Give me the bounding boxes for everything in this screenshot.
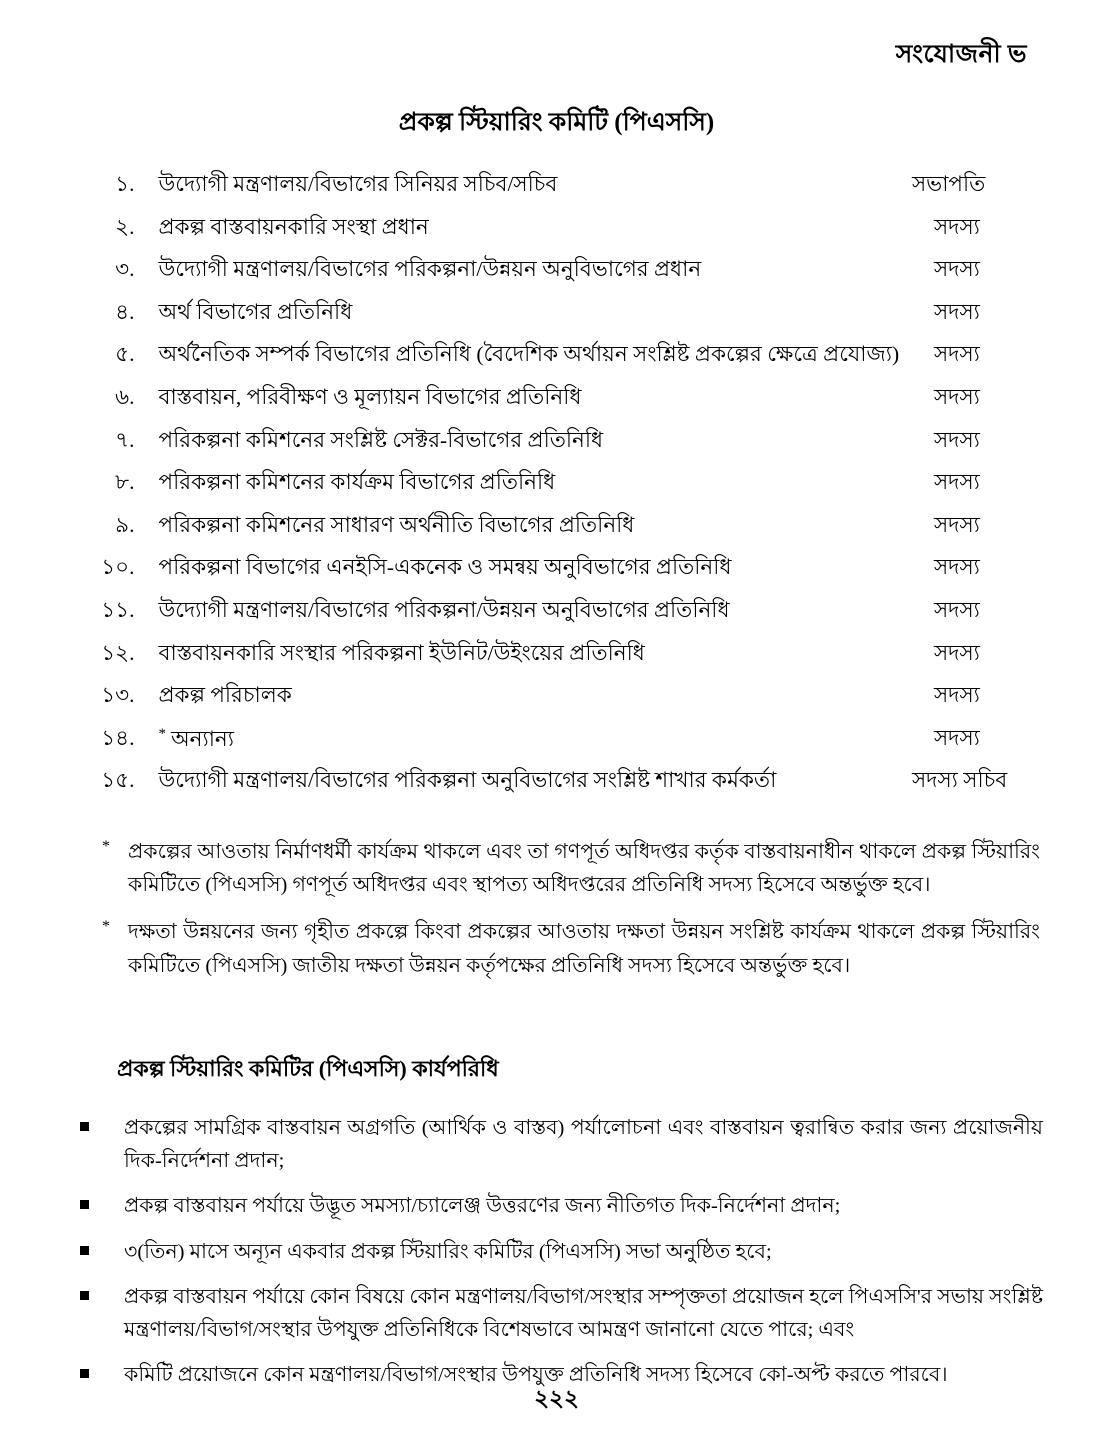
- table-row: [84, 726, 1039, 769]
- list-item-text: ৩(তিন) মাসে অন্যূন একবার প্রকল্প স্টিয়ারিং কমিটির (পিএসসি) সভা অনুষ্ঠিত হবে;: [124, 1240, 772, 1263]
- member-number: ১২.: [101, 640, 135, 665]
- footnote-text: প্রকল্পের আওতায় নির্মাণধর্মী কার্যক্রম থাকলে এবং তা গণপূর্ত অধিদপ্তর কর্তৃক বাস্তবায়নাধীন থাকলে প্রকল্প স্টিয়ারিং কমিটিতে (পিএসসি) গণপূর্ত অধিদপ্তর এবং স্থাপত্য অধিদপ্তরের প্রতিনিধি সদস্য হিসেবে অন্তর্ভুক্ত হবে।: [128, 841, 1040, 897]
- member-role: সদস্য: [933, 427, 980, 452]
- list-item: [78, 1190, 1043, 1223]
- member-number: ৩.: [115, 257, 135, 282]
- tor-heading: প্রকল্প স্টিয়ারিং কমিটির (পিএসসি) কার্যপরিধি: [117, 1056, 499, 1081]
- member-number: ১৪.: [101, 725, 135, 750]
- table-row: [84, 300, 1039, 343]
- list-item-text: প্রকল্প বাস্তবায়ন পর্যায়ে কোন বিষয়ে কোন মন্ত্রণালয়/বিভাগ/সংস্থার সম্পৃক্ততা প্রয়োজন হলে পিএসসি'র সভায় সংশ্লিষ্ট মন্ত্রণালয়/বিভাগ/সংস্থার উপযুক্ত প্রতিনিধিকে বিশেষভাবে আমন্ত্রণ জানানো যেতে পারে; এবং: [124, 1285, 1043, 1342]
- table-row: [84, 470, 1039, 513]
- member-designation: উদ্যোগী মন্ত্রণালয়/বিভাগের পরিকল্পনা অনুবিভাগের সংশ্লিষ্ট শাখার কর্মকর্তা: [158, 768, 777, 793]
- member-number: ৬.: [115, 384, 135, 409]
- member-designation: বাস্তবায়নকারি সংস্থার পরিকল্পনা ইউনিট/উইংয়ের প্রতিনিধি: [158, 640, 645, 665]
- table-row: [84, 555, 1039, 598]
- member-role: সদস্য: [933, 555, 980, 580]
- member-role: সদস্য: [933, 597, 980, 622]
- table-row: [84, 768, 1039, 811]
- member-number: ৮.: [115, 470, 135, 495]
- member-role: সদস্য: [933, 640, 980, 665]
- member-designation: অর্থ বিভাগের প্রতিনিধি: [158, 299, 353, 324]
- member-number: ২.: [115, 214, 135, 239]
- page-number: ২২২: [534, 1386, 579, 1411]
- member-designation: বাস্তবায়ন, পরিবীক্ষণ ও মূল্যায়ন বিভাগের প্রতিনিধি: [158, 384, 582, 409]
- member-designation: পরিকল্পনা কমিশনের সংশ্লিষ্ট সেক্টর-বিভাগের প্রতিনিধি: [158, 427, 604, 452]
- asterisk-icon: *: [102, 918, 110, 936]
- member-number: ৫.: [115, 342, 135, 367]
- list-item-text: প্রকল্প বাস্তবায়ন পর্যায়ে উদ্ভূত সমস্যা/চ্যালেঞ্জ উত্তরণের জন্য নীতিগত দিক-নির্দেশনা প্রদান;: [124, 1195, 841, 1218]
- square-bullet-icon: [80, 1369, 89, 1378]
- list-item-text: প্রকল্পের সামগ্রিক বাস্তবায়ন অগ্রগতি (আর্থিক ও বাস্তব) পর্যালোচনা এবং বাস্তবায়ন ত্বরান্বিত করার জন্য প্রয়োজনীয় দিক-নির্দেশনা প্রদান;: [124, 1117, 1043, 1173]
- table-row: [84, 385, 1039, 428]
- table-row: [84, 172, 1039, 215]
- member-designation: প্রকল্প বাস্তবায়নকারি সংস্থা প্রধান: [158, 214, 429, 239]
- member-number: ১০.: [101, 555, 135, 580]
- member-designation: উদ্যোগী মন্ত্রণালয়/বিভাগের পরিকল্পনা/উন্নয়ন অনুবিভাগের প্রধান: [158, 257, 702, 282]
- square-bullet-icon: [80, 1246, 89, 1255]
- square-bullet-icon: [80, 1291, 89, 1300]
- table-row: [84, 428, 1039, 471]
- member-designation: উদ্যোগী মন্ত্রণালয়/বিভাগের সিনিয়র সচিব/সচিব: [158, 172, 558, 196]
- member-role: সদস্য: [933, 299, 980, 324]
- list-item: [78, 1236, 1043, 1269]
- member-designation: পরিকল্পনা কমিশনের সাধারণ অর্থনীতি বিভাগের প্রতিনিধি: [158, 512, 635, 537]
- list-item-text: কমিটি প্রয়োজনে কোন মন্ত্রণালয়/বিভাগ/সংস্থার উপযুক্ত প্রতিনিধি সদস্য হিসেবে কো-অপ্ট করতে পারবে।: [124, 1364, 948, 1387]
- table-row: [84, 257, 1039, 300]
- member-number: ৭.: [115, 427, 135, 452]
- member-role: সদস্য: [933, 725, 980, 750]
- member-designation: অর্থনৈতিক সম্পর্ক বিভাগের প্রতিনিধি (বৈদেশিক অর্থায়ন সংশ্লিষ্ট প্রকল্পের ক্ষেত্রে প্রযোজ্য): [158, 342, 900, 367]
- table-row: [84, 598, 1039, 641]
- member-designation: উদ্যোগী মন্ত্রণালয়/বিভাগের পরিকল্পনা/উন্নয়ন অনুবিভাগের প্রতিনিধি: [158, 597, 730, 622]
- member-number: ১.: [115, 172, 135, 196]
- table-row: [84, 513, 1039, 556]
- table-row: [84, 641, 1039, 684]
- member-number: ৪.: [115, 299, 135, 324]
- footnote: [100, 916, 1040, 982]
- psc-member-table: [84, 172, 1039, 811]
- footnote: [100, 836, 1040, 902]
- member-number: ১৩.: [101, 683, 135, 708]
- member-table-body: [84, 172, 1039, 811]
- member-designation-text: অন্যান্য: [171, 726, 234, 751]
- table-row: [84, 683, 1039, 726]
- footnote-text: দক্ষতা উন্নয়নের জন্য গৃহীত প্রকল্পে কিংবা প্রকল্পের আওতায় দক্ষতা উন্নয়ন সংশ্লিষ্ট কার্যক্রম থাকলে প্রকল্প স্টিয়ারিং কমিটিতে (পিএসসি) জাতীয় দক্ষতা উন্নয়ন কর্তৃপক্ষের প্রতিনিধি সদস্য হিসেবে অন্তর্ভুক্ত হবে।: [128, 921, 1040, 977]
- page-title: প্রকল্প স্টিয়ারিং কমিটি (পিএসসি): [398, 109, 715, 136]
- member-designation: পরিকল্পনা কমিশনের কার্যক্রম বিভাগের প্রতিনিধি: [158, 470, 556, 495]
- member-number: ১৫.: [101, 768, 135, 793]
- member-role: সদস্য: [933, 384, 980, 409]
- asterisk-icon: *: [102, 838, 110, 855]
- tor-list: [78, 1112, 1043, 1404]
- member-role: সদস্য: [933, 257, 980, 282]
- member-number: ৯.: [115, 512, 135, 537]
- member-designation: পরিকল্পনা বিভাগের এনইসি-একনেক ও সমন্বয় অনুবিভাগের প্রতিনিধি: [158, 555, 732, 580]
- square-bullet-icon: [80, 1122, 89, 1131]
- list-item: [78, 1281, 1043, 1347]
- member-number: ১১.: [101, 597, 135, 622]
- member-role: সভাপতি: [911, 172, 986, 196]
- annexure-label: সংযোজনী ভ: [895, 41, 1027, 68]
- square-bullet-icon: [80, 1200, 89, 1209]
- footnote-marker-icon: *: [158, 725, 166, 742]
- member-role: সদস্য: [933, 683, 980, 708]
- member-designation: [135, 726, 910, 769]
- member-role: সদস্য: [933, 470, 980, 495]
- table-row: [84, 342, 1039, 385]
- member-role: সদস্য: [933, 512, 980, 537]
- footnote-section: [100, 836, 1040, 997]
- list-item: [78, 1112, 1043, 1178]
- member-role: সদস্য: [933, 214, 980, 239]
- member-role: সদস্য সচিব: [911, 768, 1008, 793]
- table-row: [84, 215, 1039, 258]
- member-role: সদস্য: [933, 342, 980, 367]
- member-designation: প্রকল্প পরিচালক: [158, 683, 292, 708]
